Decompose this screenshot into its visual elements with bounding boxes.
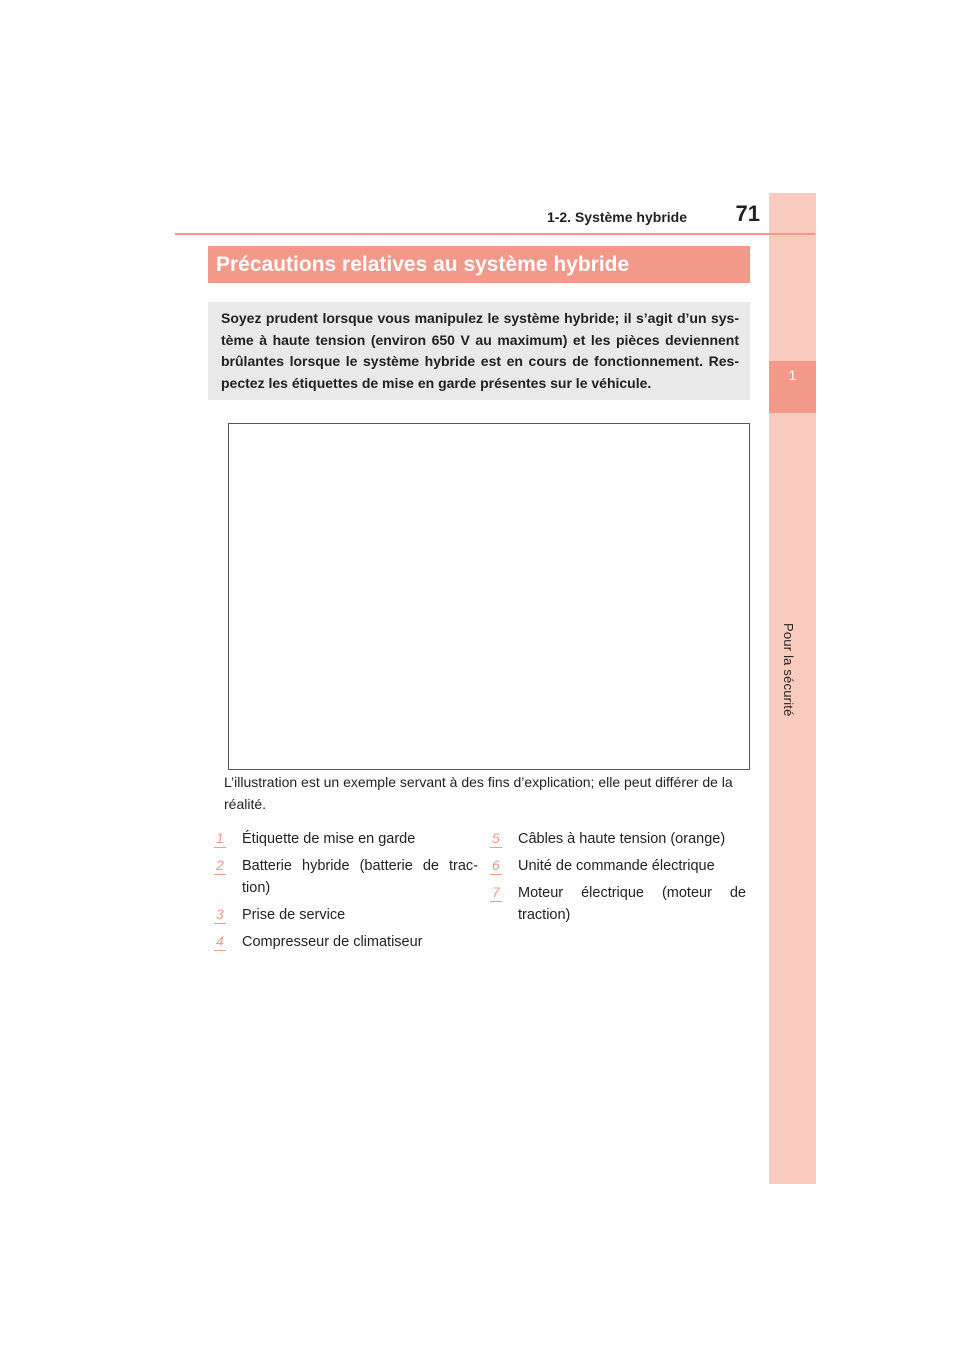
legend-list-left <box>214 828 478 958</box>
header-divider <box>175 233 815 235</box>
legend-text: Prise de service <box>242 907 346 923</box>
page-title: Précautions relatives au système hybride <box>216 253 630 276</box>
legend-number: 6 <box>492 857 500 873</box>
legend-number: 3 <box>216 906 224 922</box>
legend-number: 1 <box>216 830 224 846</box>
legend-item <box>214 855 478 899</box>
section-header: 1-2. Système hybride <box>546 209 687 225</box>
legend-text: Batterie hybride (batterie de trac-tion) <box>242 858 478 896</box>
illustration-caption: L’illustration est un exemple servant à des fins d’explication; elle peut différer de la réalité. <box>224 774 733 812</box>
legend-item <box>214 904 478 926</box>
legend-item <box>490 882 746 926</box>
chapter-thumb-tab <box>769 193 816 1184</box>
legend-text: Étiquette de mise en garde <box>242 831 416 847</box>
legend-number: 5 <box>492 830 500 846</box>
illustration-frame <box>228 423 750 770</box>
legend-text: Moteur électrique (moteur de traction) <box>518 885 746 923</box>
legend-number: 2 <box>216 857 224 873</box>
legend-number: 4 <box>216 933 224 949</box>
intro-box <box>208 302 750 400</box>
legend-number: 7 <box>492 884 500 900</box>
legend-item <box>490 828 746 850</box>
chapter-number: 1 <box>788 367 797 383</box>
legend-item <box>214 931 478 953</box>
legend-text: Câbles à haute tension (orange) <box>518 831 726 847</box>
legend-list-right <box>490 828 746 931</box>
page-number: 71 <box>735 201 760 226</box>
legend-text: Unité de commande électrique <box>518 858 715 874</box>
legend-item <box>214 828 478 850</box>
chapter-title: Pour la sécurité <box>781 623 796 717</box>
legend-text: Compresseur de climatiseur <box>242 934 423 950</box>
intro-text: Soyez prudent lorsque vous manipulez le système hybride; il s’agit d’un sys-tème à haute tension (environ 650 V au maximum) et les pièces deviennent brûlantes lorsque le système hybride est en cours de fonctionnement. Res-pectez les étiquettes de mise en garde présentes sur le véhicule. <box>221 310 739 391</box>
section-title-bar <box>208 246 750 283</box>
legend-item <box>490 855 746 877</box>
